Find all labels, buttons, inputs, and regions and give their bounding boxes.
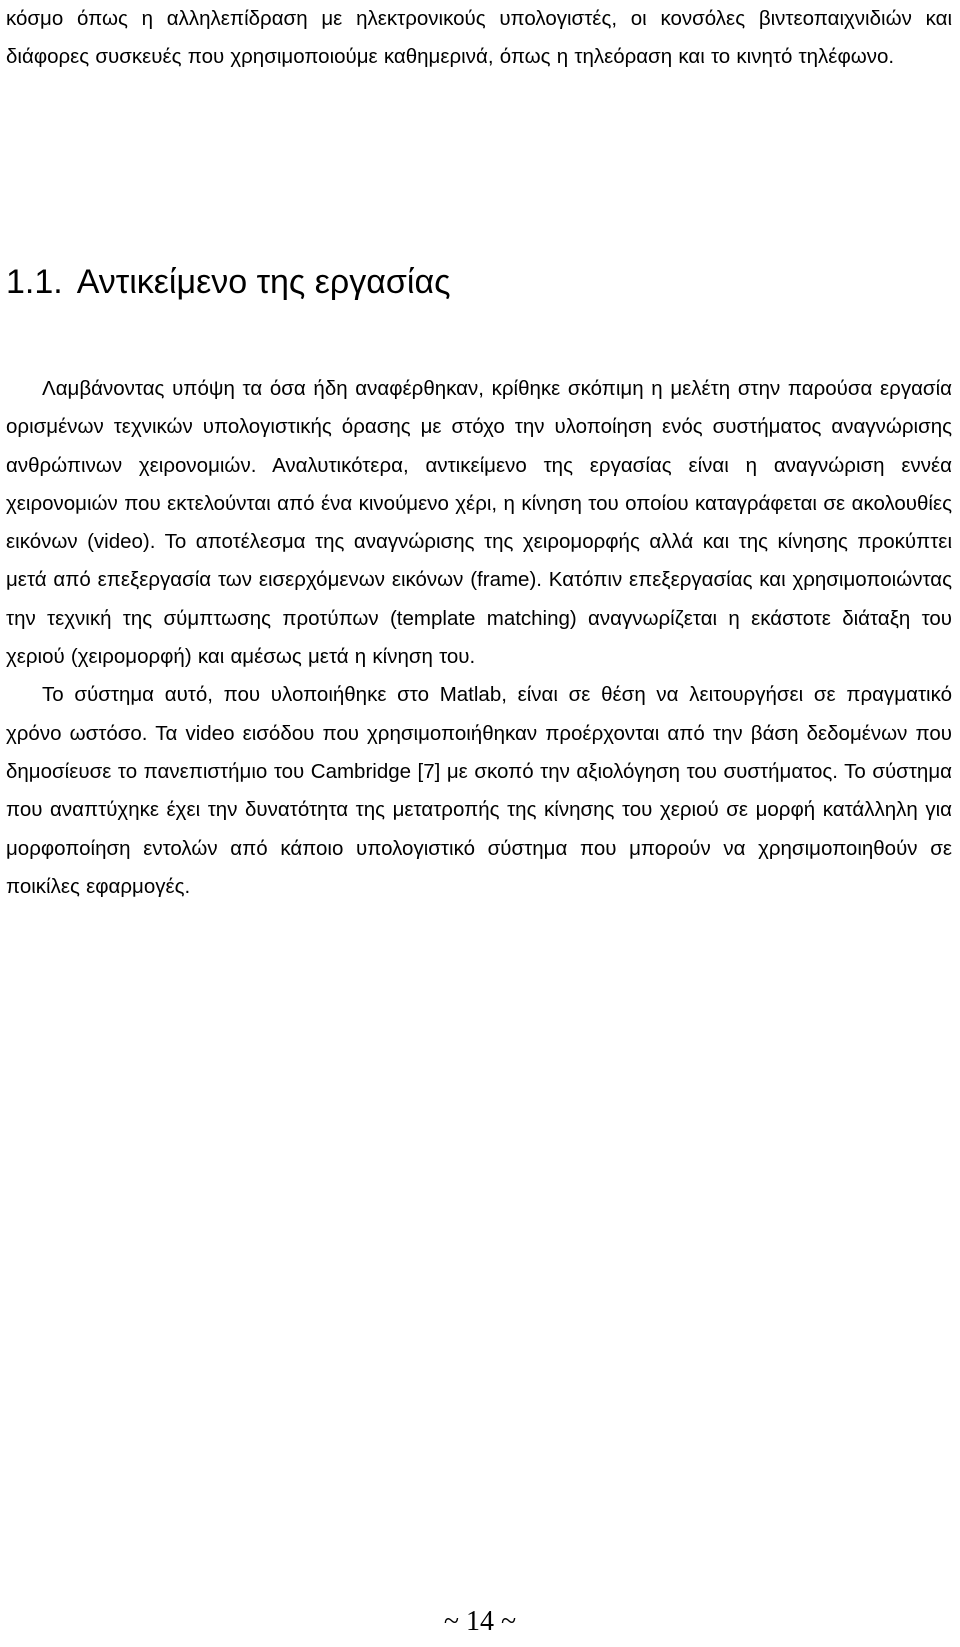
page-number: ~ 14 ~ (443, 1606, 517, 1637)
page-content (6, 0, 952, 898)
section-paragraph-1: Λαμβάνοντας υπόψη τα όσα ήδη αναφέρθηκαν, κρίθηκε σκόπιμη η μελέτη στην παρούσα εργασία ορισμένων τεχνικών υπολογιστικής όρασης με στόχο την υλοποίηση ενός συστήματος αναγνώρισης ανθρώπινων χειρονομιών. Αναλυτικότερα, αντικείμενο της εργασίας είναι η αναγνώριση εννέα χειρονομιών που εκτελούνται από ένα κινούμενο χέρι, η κίνηση του οποίου καταγράφεται σε ακολουθίες εικόνων (video). Το αποτέλεσμα της αναγνώρισης της χειρομορφής αλλά και της κίνησης προκύπτει μετά από επεξεργασία των εισερχόμενων εικόνων (frame). Κατόπιν επεξεργασίας και χρησιμοποιώντας την τεχνική της σύμπτωσης προτύπων (template matching) αναγνωρίζεται η εκάστοτε διάταξη του χεριού (χειρομορφή) και αμέσως μετά η κίνηση του. (6, 377, 952, 669)
section-paragraph-2: Το σύστημα αυτό, που υλοποιήθηκε στο Matlab, είναι σε θέση να λειτουργήσει σε πραγματικό χρόνο ωστόσο. Τα video εισόδου που χρησιμοποιήθηκαν προέρχονται από την βάση δεδομένων που δημοσίευσε το πανεπιστήμιο του Cambridge [7] με σκοπό την αξιολόγηση του συστήματος. Το σύστημα που αναπτύχηκε έχει την δυνατότητα της μετατροπής της κίνησης του χεριού σε μορφή κατάλληλη για μορφοποίηση εντολών από κάποιο υπολογιστικό σύστημα που μπορούν να χρησιμοποιηθούν σε ποικίλες εφαρμογές. (6, 683, 952, 898)
section-heading (6, 258, 451, 306)
section-number: 1.1. (6, 263, 63, 301)
section-body (6, 370, 952, 906)
section-title: Αντικείμενο της εργασίας (76, 263, 451, 301)
intro-paragraph: κόσμο όπως η αλληλεπίδραση με ηλεκτρονικούς υπολογιστές, οι κονσόλες βιντεοπαιχνιδιών και διάφορες συσκευές που χρησιμοποιούμε καθημερινά, όπως η τηλεόραση και το κινητό τηλέφωνο. (6, 7, 952, 69)
